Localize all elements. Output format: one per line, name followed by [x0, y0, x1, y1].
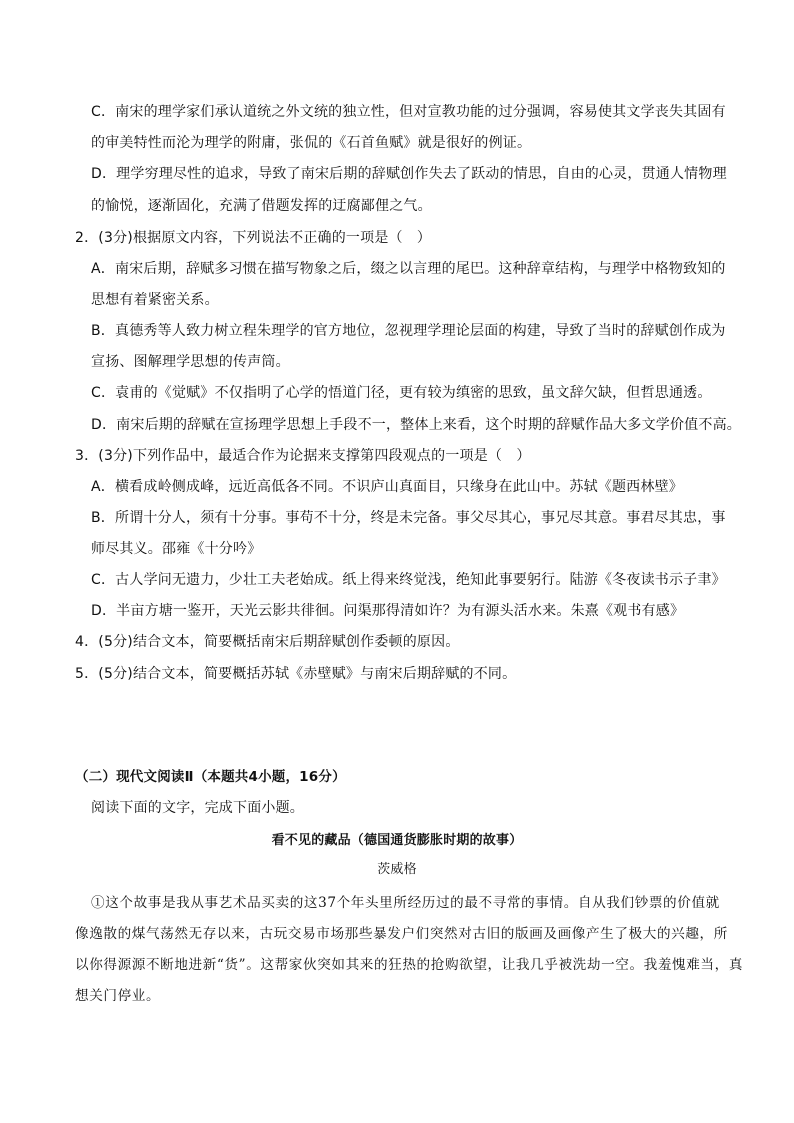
section-heading: （二）现代文阅读Ⅱ（本题共4小题，16分）	[75, 769, 346, 785]
section-instruction: 阅读下面的文字，完成下面小题。	[91, 800, 304, 816]
q2-option-b-line-1: B．真德秀等人致力树立程朱理学的官方地位，忽视理学理论层面的构建，导致了当时的辞赋创作成为	[91, 323, 726, 339]
q2-option-a-line-2: 思想有着紧密关系。	[91, 292, 219, 308]
q3-option-d: D．半亩方塘一鉴开，天光云影共徘徊。问渠那得清如许？为有源头活水来。朱熹《观书有感》	[91, 603, 685, 619]
option-c-line-2: 的审美特性而沦为理学的附庸，张侃的《石首鱼赋》就是很好的例证。	[91, 135, 532, 151]
q2-option-c: C．袁甫的《觉赋》不仅指明了心学的悟道门径，更有较为缜密的思致，虽文辞欠缺，但哲思通透。	[91, 385, 712, 401]
story-paragraph-line-2: 像逸散的煤气荡然无存以来，古玩交易市场那些暴发户们突然对古旧的版画及画像产生了极大的兴趣，所	[75, 926, 728, 942]
question-5: 5．(5分)结合文本，简要概括苏轼《赤壁赋》与南宋后期辞赋的不同。	[75, 666, 517, 682]
story-title: 看不见的藏品（德国通货膨胀时期的故事）	[271, 833, 523, 848]
question-4: 4．(5分)结合文本，简要概括南宋后期辞赋创作委顿的原因。	[75, 634, 460, 650]
q2-option-b-line-2: 宣扬、图解理学思想的传声筒。	[91, 354, 290, 370]
question-2-stem: 2．(3分)根据原文内容，下列说法不正确的一项是（ ）	[75, 230, 432, 246]
option-c-line-1: C．南宋的理学家们承认道统之外文统的独立性，但对宣教功能的过分强调，容易使其文学丧失其固有	[91, 104, 726, 120]
story-author: 茨威格	[377, 862, 417, 877]
option-d-line-1: D．理学穷理尽性的追求，导致了南宋后期的辞赋创作失去了跃动的情思，自由的心灵，贯通人情物理	[91, 166, 727, 182]
option-d-line-2: 的愉悦，逐渐固化，充满了借题发挥的迂腐鄙俚之气。	[91, 198, 432, 214]
q3-option-a: A．横看成岭侧成峰，远近高低各不同。不识庐山真面目，只缘身在此山中。苏轼《题西林壁》	[91, 479, 683, 495]
q3-option-c: C．古人学问无遗力，少壮工夫老始成。纸上得来终觉浅，绝知此事要躬行。陆游《冬夜读书示子聿》	[91, 572, 726, 588]
q3-option-b-line-1: B．所谓十分人，须有十分事。事苟不十分，终是未完备。事父尽其心，事兄尽其意。事君尽其忠，事	[91, 510, 726, 526]
story-paragraph-line-1: ①这个故事是我从事艺术品买卖的这37个年头里所经历过的最不寻常的事情。自从我们钞票的价值就	[91, 895, 720, 911]
story-paragraph-line-3: 以你得源源不断地进新“货”。这帮家伙突如其来的狂热的抢购欲望，让我几乎被洗劫一空。我羞愧难当，真	[75, 957, 744, 973]
q3-option-b-line-2: 师尽其义。邵雍《十分吟》	[91, 541, 262, 557]
question-3-stem: 3．(3分)下列作品中，最适合作为论据来支撑第四段观点的一项是（ ）	[75, 448, 531, 464]
q2-option-d: D．南宋后期的辞赋在宣扬理学思想上手段不一，整体上来看，这个时期的辞赋作品大多文学价值不高。	[91, 417, 741, 433]
story-paragraph-line-4: 想关门停业。	[75, 988, 161, 1004]
q2-option-a-line-1: A．南宋后期，辞赋多习惯在描写物象之后，缀之以言理的尾巴。这种辞章结构，与理学中格物致知的	[91, 261, 726, 277]
